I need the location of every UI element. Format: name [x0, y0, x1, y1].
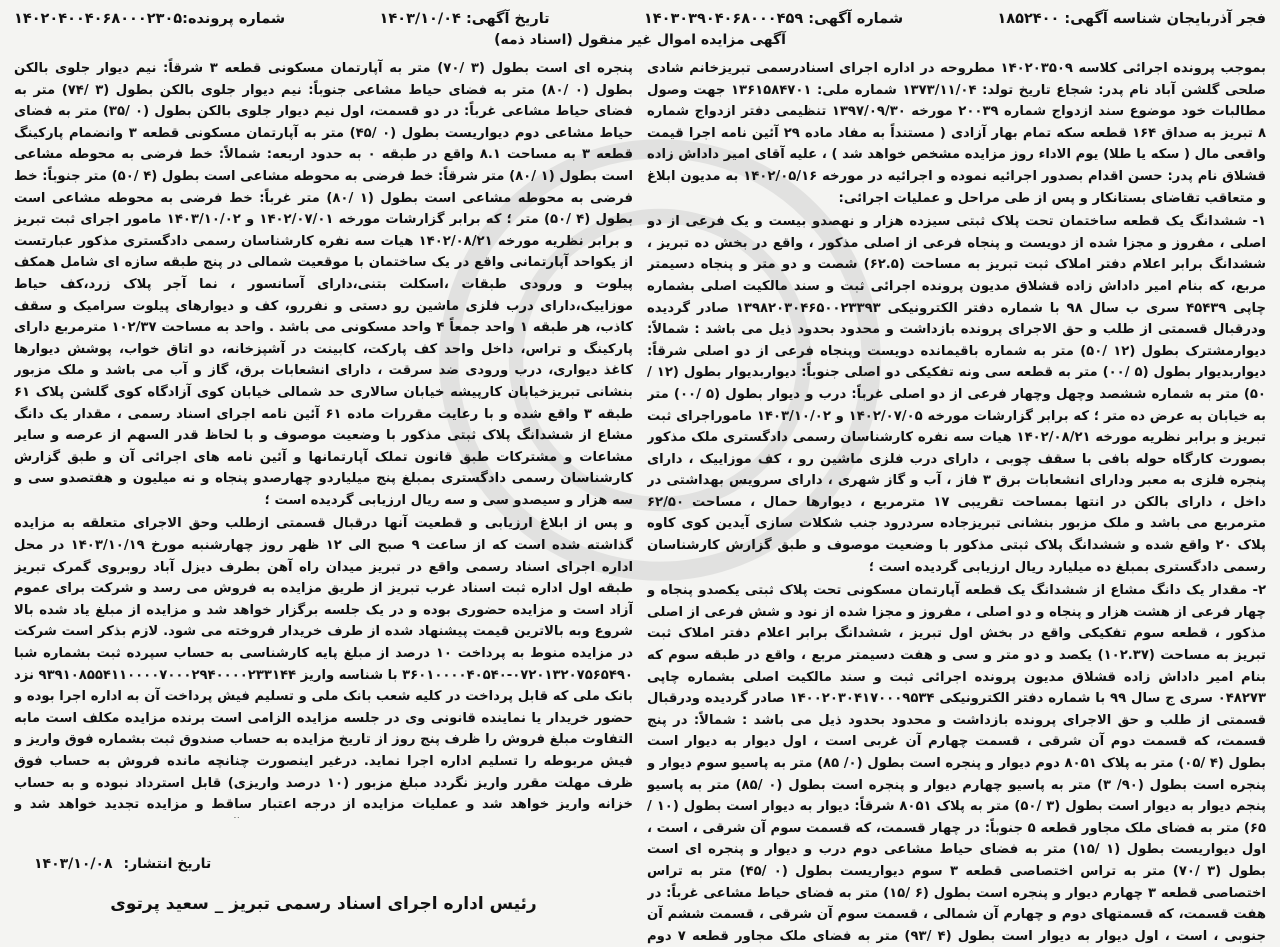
paragraph-item-2: ۲- مقدار یک دانگ مشاع از ششدانگ یک قطعه آپارتمان مسکونی تحت پلاک ثبتی یکصدو پنجاه و چهار فرعی از هشت هزار و پنجاه و دو اصلی ، مفروز و مجزا شده از نود و شش فرعی از اصلی مذکور ، قطعه سوم تفکیکی واقع در بخش اول تبریز ، ششدانگ برابر اعلام دفتر املاک ثبت تبریز به مساحت (۱۰۲.۳۷) یکصد و دو متر و سی و هفت دسیمتر مربع ، واقع در طبقه سوم که بنام امیر داداش زاده قشلاق مدیون پرونده اجرائی ثبت و سند مالکیت اصلی بشماره چاپی ۰۴۸۲۷۳ سری ج سال ۹۹ با شماره دفتر الکترونیکی ۱۴۰۰۲۰۳۰۴۱۷۰۰۰۹۵۳۴ صادر گردیده ودرقبال قسمتی از طلب و حق الاجرای پرونده بازداشت و محدود بحدود ذیل می باشد : شمالاً: در پنج قسمت، که قسمت دوم آن شرقی ، قسمت چهارم آن غربی است ، اول دیوار به دیوار است بطول (۴ /۰۵) متر به پلاک ۸۰۵۱ دوم دیوار و پنجره است بطول (۰/ ۸۵) متر به پاسیو سوم دیوار و پنجره است بطول (۹۰/ ۳) متر به پاسیو چهارم دیوار و پنجره است بطول (۰ /۸۵) متر به پاسیو پنجم دیوار به دیوار است بطول (۳ /۵۰) متر به پلاک ۸۰۵۱ شرقاً: دیوار به دیوار است بطول (۱۰ /۶۵) متر به فضای ملک مجاور قطعه ۵ جنوباً: در چهار قسمت، که قسمت سوم آن شرقی ، است ، اول دیواریست بطول (۱ /۱۵) متر به فضای حیاط مشاعی دوم درب و دیوار و پنجره ای است بطول (۳ /۷۰) متر به تراس اختصاصی قطعه ۳ سوم دیواریست بطول (۰ /۴۵) متر به تراس اختصاصی قطعه ۳ چهارم دیوار و پنجره است بطول (۶ /۱۵) متر به فضای حیاط مشاعی غرباً: در هفت قسمت، که قسمتهای دوم و چهارم آن شمالی ، قسمت سوم آن شرقی ، قسمت ششم آن جنوبی ، است ، اول دیوار به دیوار است بطول (۴ /۹۳) متر به فضای ملک مجاور قطعه ۷ دوم [647, 583, 1266, 944]
paragraph-intro: بموجب پرونده اجرائی کلاسه ۱۴۰۲۰۳۵۰۹ مطروحه در اداره اجرای اسنادرسمی تبریزخانم شادی صلحی گلشن آباد نام پدر: شجاع تاریخ تولد: ۱۳۷۳/۱۱/۰۴ شماره ملی: ۱۳۶۱۵۸۴۷۰۱ جهت وصول مطالبات خود موضوع سند ازدواج شماره ۲۰۰۳۹ مورخه ۱۳۹۷/۰۹/۳۰ تنظیمی دفتر ازدواج شماره ۸ تبریز به صداق ۱۶۴ قطعه سکه تمام بهار آزادی ( مستنداً به مفاد ماده ۲۹ آئین نامه اجرا قیمت واقعی مال ( سکه یا طلا) یوم الاداء روز مزایده مشخص خواهد شد ) ، علیه آقای امیر داداش زاده قشلاق نام پدر: حسن اقدام بصدور اجرائیه نموده و اجرائیه در مورخه ۱۴۰۲/۰۵/۱۶ به مدیون ابلاغ و متعاقب تقاضای بستانکار و پس از طی مراحل و عملیات اجرائی: [647, 61, 1266, 206]
paragraph-auction-terms: و پس از ابلاغ ارزیابی و قطعیت آنها درقبال قسمتی ازطلب وحق الاجرای متعلقه به مزایده گذاشته شده است که از ساعت ۹ صبح الی ۱۲ ظهر روز چهارشنبه مورخ ۱۴۰۳/۱۰/۱۹ در محل اداره اجرای اسناد رسمی واقع در تبریز میدان راه آهن بطرف دیزل آباد روبروی گمرک تبریز طبقه اول اداره ثبت اسناد غرب تبریز از طریق مزایده به فروش می رسد و شرکت برای عموم آزاد است و مزایده حضوری بوده و در یک جلسه برگزار خواهد شد و مزایده از مبلغ یاد شده بالا شروع وبه بالاترین قیمت پیشنهاد شده از طرف خریدار فروخته می شود. لازم بذکر است شرکت در مزایده منوط به پرداخت ۱۰ درصد از مبلغ پایه کارشناسی به حساب سپرده ثبت بشماره شبا ۰۷۲۰۱۳۲۰۷۵۶۵۴۹۰-۳۶۰۱۰۰۰۰۴۰۵۴۰ با شناسه واریز ۹۳۹۱۰۸۵۵۴۱۱۰۰۰۰۷۰۰۰۲۹۴۰۰۰۰۲۳۳۱۴۴ نزد بانک ملی که قابل پرداخت در کلیه شعب بانک ملی و تسلیم فیش پرداخت آن به اداره اجرا بوده و حضور خریدار یا نماینده قانونی وی در جلسه مزایده الزامی است برنده مزایده مکلف است مابه التفاوت مبلغ فروش را ظرف پنج روز از تاریخ مزایده به حساب صندوق ثبت بشماره فوق واریز و فیش مربوطه را تسلیم اداره اجرا نماید. درغیر اینصورت چنانچه مانده فروش به حساب فوق ظرف مهلت مقرر واریز نگردد مبلغ مزبور (۱۰ درصد واریزی) قابل استرداد نبوده و به حساب خزانه واریز خواهد شد و عملیات مزایده از درجه اعتبار ساقط و مزایده تجدید خواهد شد و [14, 516, 633, 813]
paragraph-item-2-cont: پنجره ای است بطول (۳ /۷۰) متر به آپارتمان مسکونی قطعه ۳ شرقاً: نیم دیوار جلوی بالکن بطول (۰ /۸۰) متر به فضای حیاط مشاعی جنوباً: نیم دیوار جلوی بالکن بطول (۳ /۷۴) متر به فضای حیاط مشاعی غرباً: در دو قسمت، اول نیم دیوار جلوی بالکن بطول (۰ /۳۵) متر به فضای حیاط مشاعی دوم دیواریست بطول (۰ /۴۵) متر به آپارتمان مسکونی قطعه ۳ وانضمام پارکینگ قطعه ۳ به مساحت ۸.۱ واقع در طبقه ۰ به حدود اربعه: شمالاً: خط فرضی به محوطه مشاعی است بطول (۱ /۸۰) متر شرقاً: خط فرضی به محوطه مشاعی است بطول (۴ /۵۰) متر جنوباً: خط فرضی به محوطه مشاعی است بطول (۱ /۸۰) متر غرباً: خط فرضی به محوطه مشاعی است بطول (۴ /۵۰) متر ؛ که برابر گزارشات مورخه ۱۴۰۲/۰۷/۰۱ و ۱۴۰۳/۱۰/۰۲ مامور اجرای ثبت تبریز و برابر نظریه مورخه ۱۴۰۲/۰۸/۲۱ هیات سه نفره کارشناسان رسمی دادگستری مذکور عبارتست از یکواحد آپارتمانی واقع در یک ساختمان با موقعیت شمالی در پنج طبقه سازه ای شامل همکف پیلوت و ورودی طبقات ،اسکلت بتنی،دارای آسانسور ، نما آجر پلاک زرد،کف حیاط موزاییک،دارای درب فلزی ماشین رو دستی و نفررو، کف و دیوارهای پیلوت سرامیک و سقف کاذب، هر طبقه ۱ واحد جمعاً ۴ واحد مسکونی می باشد . واحد به مساحت ۱۰۲/۳۷ مترمربع دارای پارکینگ و تراس، داخل واحد کف پارکت، کابینت در آشپزخانه، دو اتاق خواب، پوشش دیوارها کاغذ دیواری، درب ورودی ضد سرقت ، دارای انشعابات برق، گاز و آب می باشد و ملک مزبور بنشانی تبریزخیابان کارپیشه خیابان سالاری حد شمالی خیابان کوی آزادگاه کوی گلشن پلاک ۶۱ طبقه ۳ واقع شده و با رعایت مقررات ماده ۶۱ آئین نامه اجرای اسناد رسمی ، مقدار یک دانگ مشاع از ششدانگ پلاک ثبتی مذکور با وضعیت موصوف و با لحاظ قدر السهم از عرصه و سایر مشاعات و مشترکات طبق قانون تملک آپارتمانها و آئین نامه های اجرائی آن و طبق گزارش کارشناسان رسمی دادگستری بمبلغ پنج میلیاردو چهارصدو پنجاه و نه میلیون و هفتصدو سی و سه هزار و سیصدو سی و سه ریال ارزیابی گردیده است ؛ [14, 61, 633, 508]
column-left [14, 58, 633, 946]
column-left-body [14, 58, 633, 818]
publish-date-value: ۱۴۰۳/۱۰/۰۸ [34, 856, 113, 872]
ad-number: شماره آگهی: ۱۴۰۳۰۳۹۰۴۰۶۸۰۰۰۴۵۹ [643, 11, 904, 27]
header [14, 8, 1266, 30]
newspaper-id: فجر آذربایجان شناسه آگهی: ۱۸۵۲۴۰۰ [997, 11, 1266, 27]
ad-body [14, 58, 1266, 946]
paragraph-item-1: ۱- ششدانگ یک قطعه ساختمان تحت پلاک ثبتی سیزده هزار و نهصدو بیست و یک فرعی از دو اصلی ، مفروز و مجزا شده از دویست و پنجاه فرعی از اصلی مذکور ، واقع در بخش ده تبریز ، ششدانگ برابر اعلام دفتر املاک ثبت تبریز به مساحت (۶۲.۵) شصت و دو متر و پنجاه دسیمتر مربع، که بنام امیر داداش زاده قشلاق مدیون پرونده اجرائی ثبت و سند مالکیت اصلی بشماره چاپی ۴۵۴۳۹ سری ب سال ۹۸ با شماره دفتر الکترونیکی ۱۳۹۸۲۰۳۰۴۶۵۰۰۲۳۳۹۳ صادر گردیده ودرقبال قسمتی از طلب و حق الاجرای پرونده بازداشت و محدود بحدود ذیل می باشد : شمالاً: دیوارمشترک بطول (۱۲ /۵۰) متر به شماره باقیمانده دویست وپنجاه فرعی از دو اصلی شرقاً: دیواربدیوار بطول (۵ /۰۰) متر به قطعه سی ونه تفکیکی دو اصلی جنوباً: دیواربدیوار بطول (۱۲ /۵۰) متر به شماره ششصد وچهل وچهار فرعی از دو اصلی غرباً: درب و دیوار بطول (۵ /۰۰) متر به خیابان به عرض ده متر ؛ که برابر گزارشات مورخه ۱۴۰۲/۰۷/۰۵ و ۱۴۰۳/۱۰/۰۲ ماموراجرای ثبت تبریز و برابر نظریه مورخه ۱۴۰۲/۰۸/۲۱ هیات سه نفره کارشناسان رسمی دادگستری ملک مذکور بصورت کارگاه حوله بافی با سقف چوبی ، دارای درب فلزی ماشین رو ، کف موزاییک ، دارای پنجره فلزی به معبر ودارای انشعابات برق ۳ فاز ، آب و گاز شهری ، دارای سرویس بهداشتی در داخل ، دارای بالکن در انتها بمساحت تقریبی ۱۷ مترمربع ، دیوارها حمال ، مساحت ۶۲/۵۰ مترمربع می باشد و ملک مزبور بنشانی تبریزجاده سردرود جنب شکلات سازی آیدین کوی کاوه پلاک ۲۰ واقع شده و ششدانگ پلاک ثبتی مذکور با وضعیت موصوف و طبق گزارش کارشناسان رسمی دادگستری بمبلغ ده میلیارد ریال ارزیابی گردیده است ؛ [647, 214, 1266, 575]
ad-date: تاریخ آگهی: ۱۴۰۳/۱۰/۰۴ [379, 11, 550, 27]
signature-line: رئیس اداره اجرای اسناد رسمی تبریز _ سعید پرتوی [110, 894, 537, 914]
publish-date-label: تاریخ انتشار: [123, 856, 212, 872]
ad-title: آگهی مزایده اموال غیر منقول (اسناد ذمه) [494, 32, 786, 48]
column-right [647, 58, 1266, 946]
publish-date [34, 854, 217, 876]
file-number: شماره پرونده:۱۴۰۲۰۴۰۰۴۰۶۸۰۰۰۲۳۰۵ [14, 11, 286, 27]
footer [14, 842, 633, 932]
